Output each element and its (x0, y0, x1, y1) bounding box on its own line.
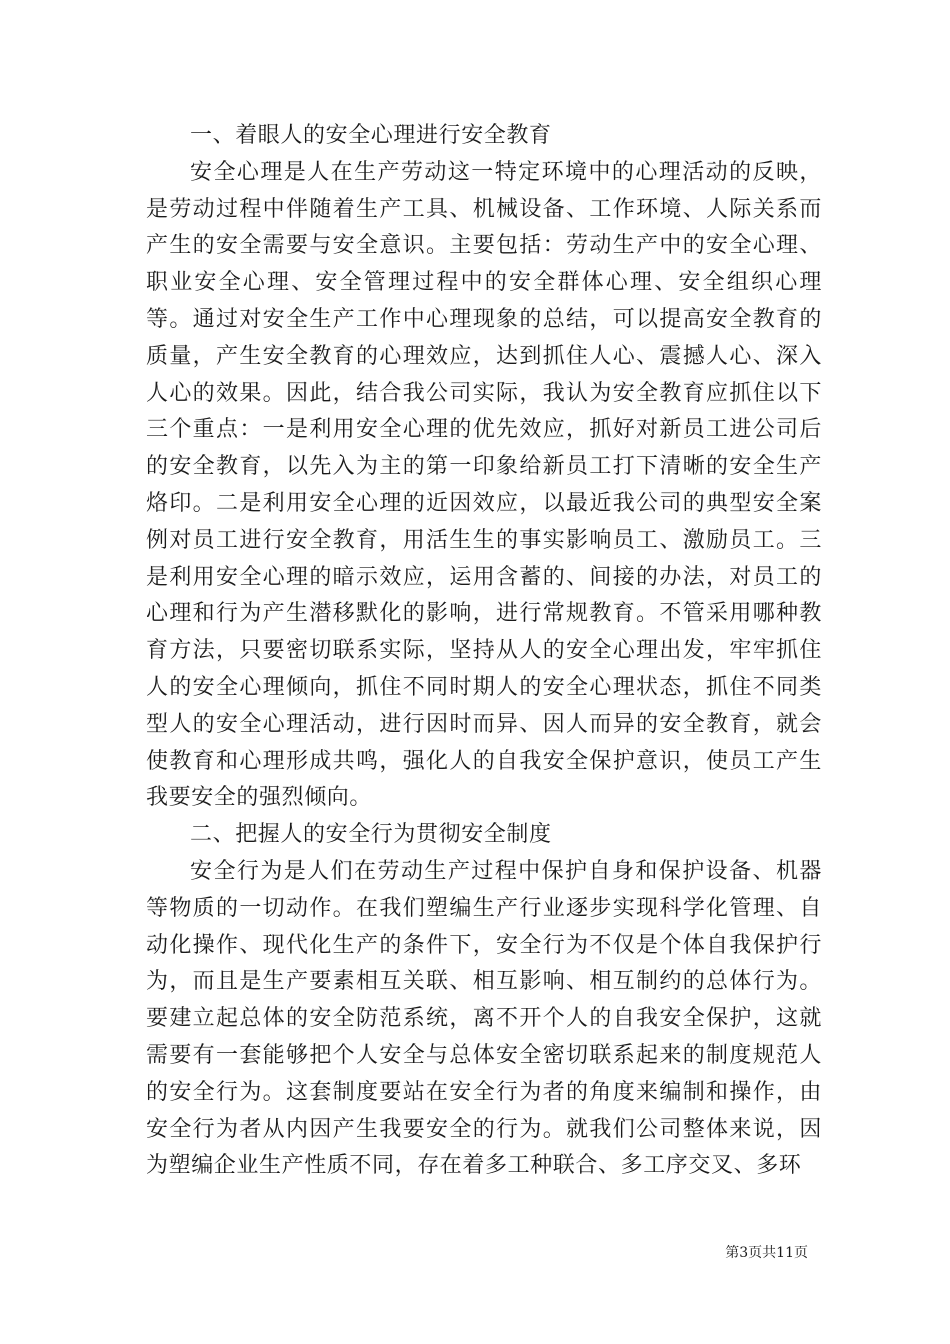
section-heading-2: 二、把握人的安全行为贯彻安全制度 (190, 822, 552, 848)
section-paragraph-1: 安全心理是人在生产劳动这一特定环境中的心理活动的反映，是劳动过程中伴随着生产工具、机械设备、工作环境、人际关系而产生的安全需要与安全意识。主要包括：劳动生产中的安全心理、职业安全心理、安全管理过程中的安全群体心理、安全组织心理等。通过对安全生产工作中心理现象的总结，可以提高安全教育的质量，产生安全教育的心理效应，达到抓住人心、震撼人心、深入人心的效果。因此，结合我公司实际，我认为安全教育应抓住以下三个重点：一是利用安全心理的优先效应，抓好对新员工进公司后的安全教育，以先入为主的第一印象给新员工打下清晰的安全生产烙印。二是利用安全心理的近因效应，以最近我公司的典型安全案例对员工进行安全教育，用活生生的事实影响员工、激励员工。三是利用安全心理的暗示效应，运用含蓄的、间接的办法，对员工的心理和行为产生潜移默化的影响，进行常规教育。不管采用哪种教育方法，只要密切联系实际，坚持从人的安全心理出发，牢牢抓住人的安全心理倾向，抓住不同时期人的安全心理状态，抓住不同类型人的安全心理活动，进行因时而异、因人而异的安全教育，就会使教育和心理形成共鸣，强化人的自我安全保护意识，使员工产生我要安全的强烈倾向。 (146, 159, 822, 811)
document-body (146, 118, 822, 1185)
section-paragraph-2: 安全行为是人们在劳动生产过程中保护自身和保护设备、机器等物质的一切动作。在我们塑编生产行业逐步实现科学化管理、自动化操作、现代化生产的条件下，安全行为不仅是个体自我保护行为，而且是生产要素相互关联、相互影响、相互制约的总体行为。要建立起总体的安全防范系统，离不开个人的自我安全保护，这就需要有一套能够把个人安全与总体安全密切联系起来的制度规范人的安全行为。这套制度要站在安全行为者的角度来编制和操作，由安全行为者从内因产生我要安全的行为。就我们公司整体来说，因为塑编企业生产性质不同，存在着多工种联合、多工序交叉、多环 (146, 858, 822, 1179)
section-heading-1: 一、着眼人的安全心理进行安全教育 (190, 123, 552, 148)
page-number-footer: 第3页共11页 (725, 1245, 808, 1261)
